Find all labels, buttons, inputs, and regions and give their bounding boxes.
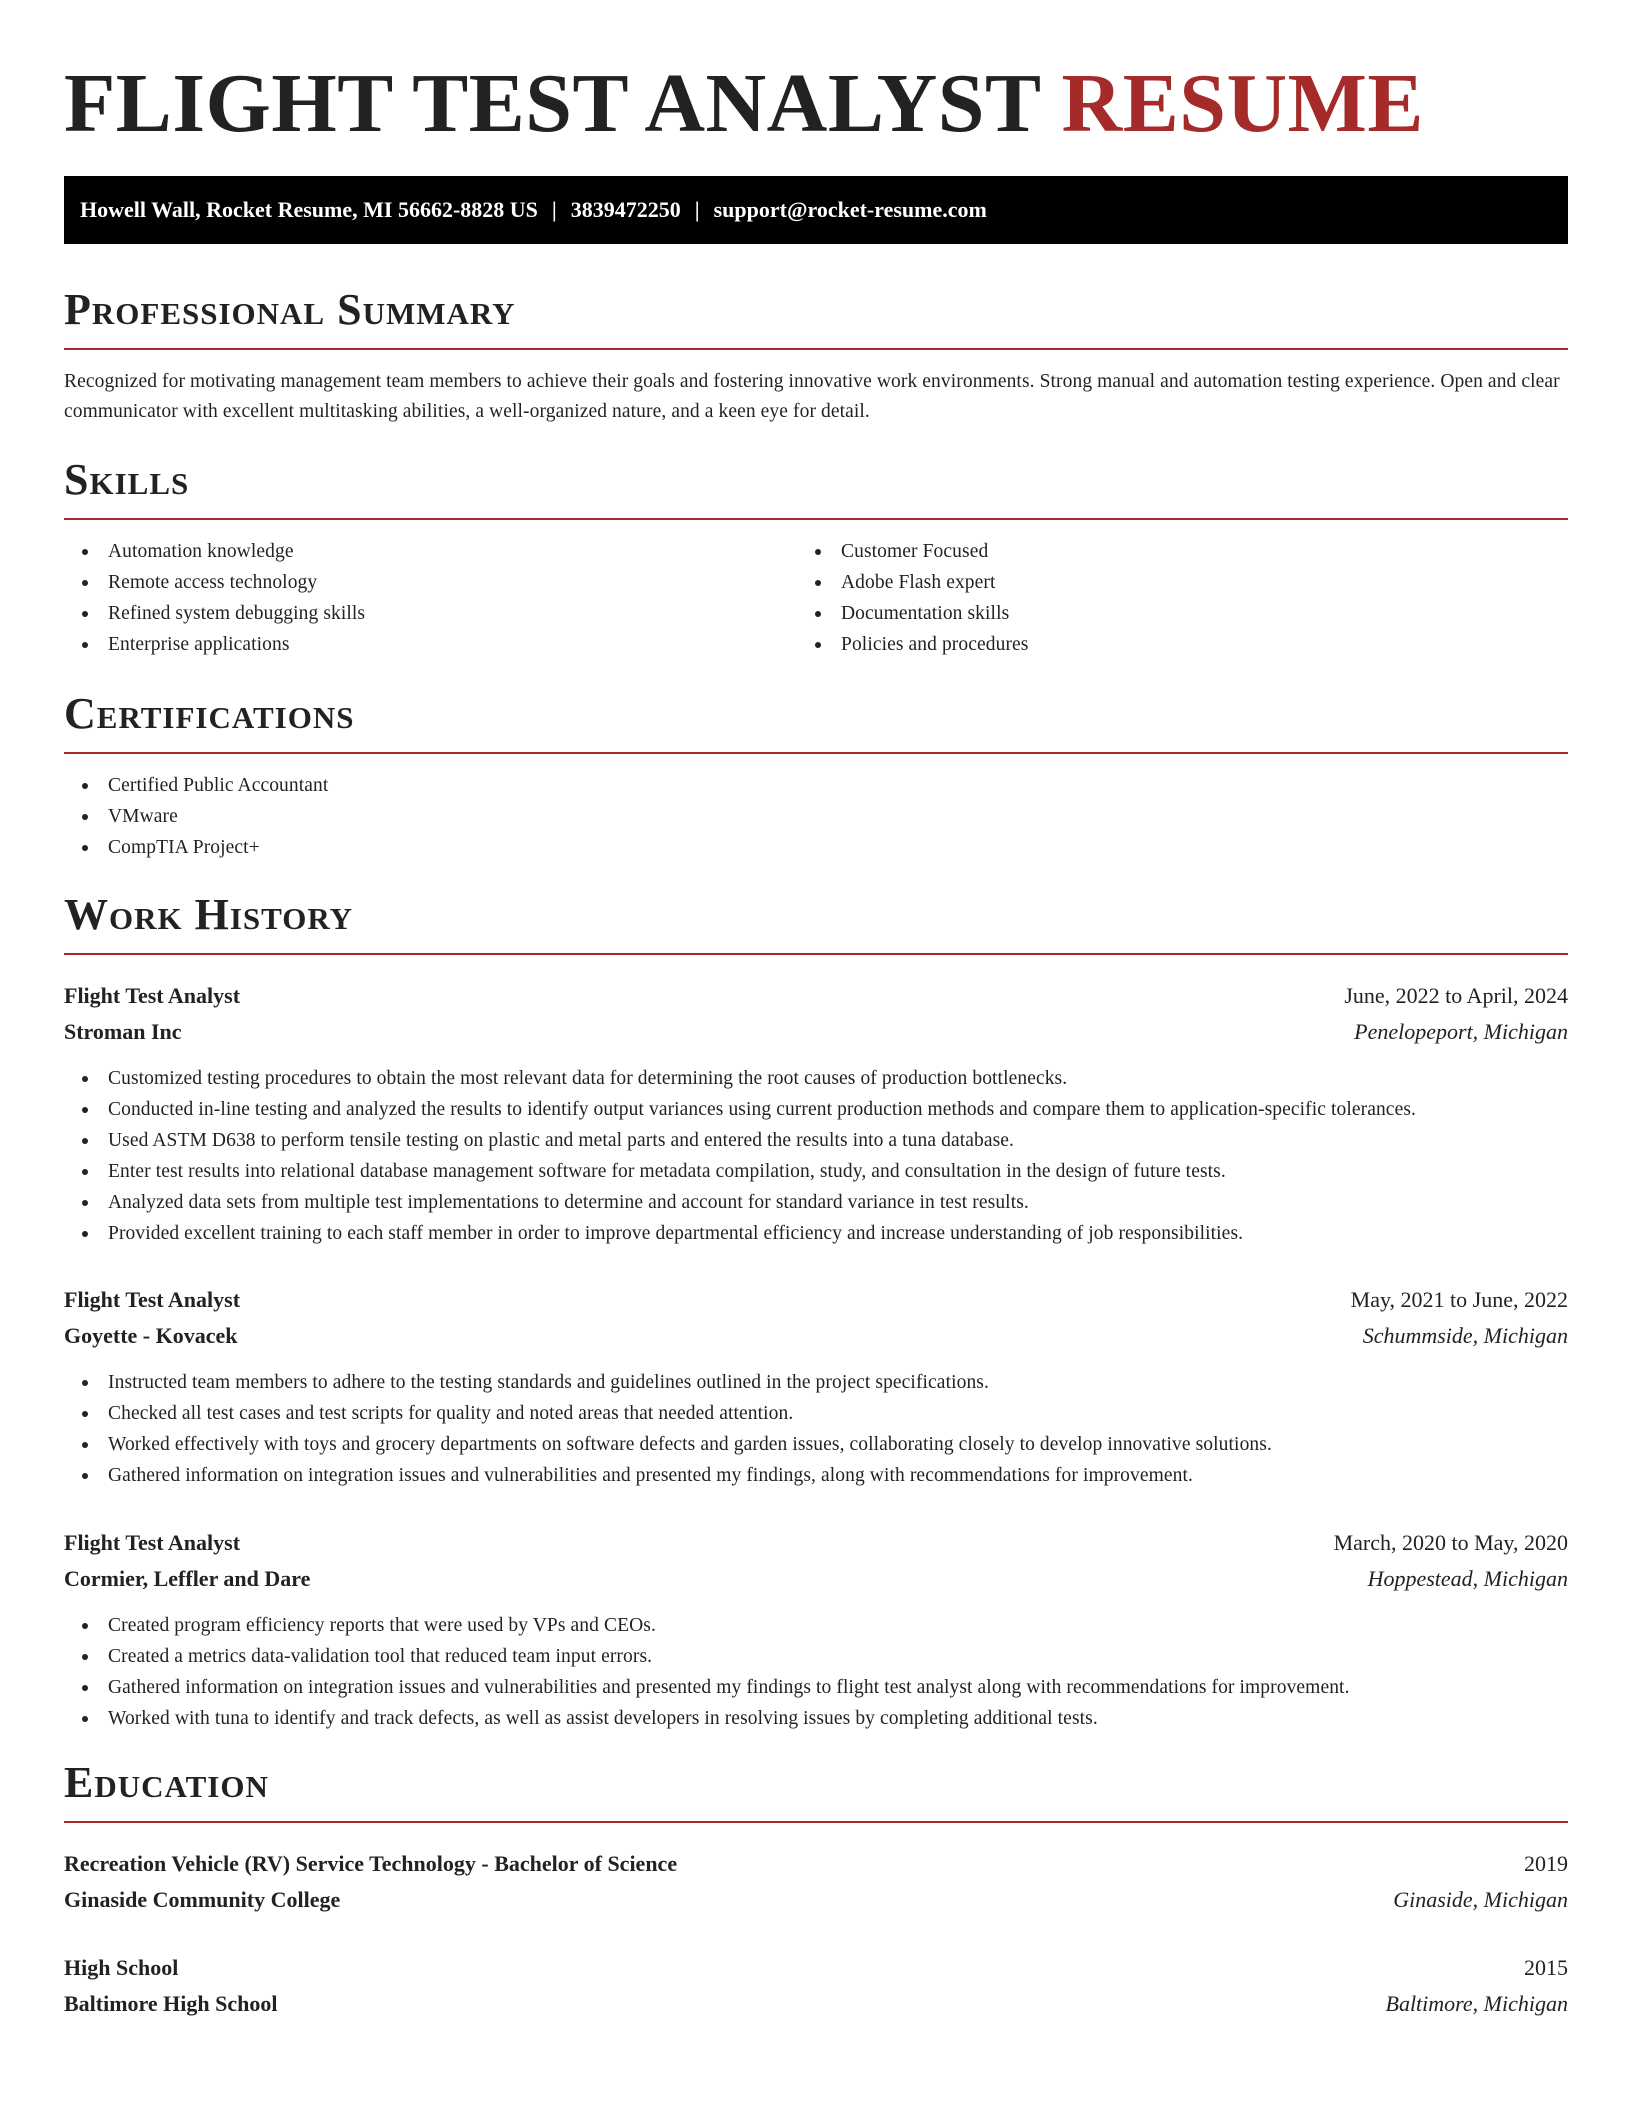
education-year: 2019 bbox=[1524, 1851, 1568, 1876]
skill-item: Remote access technology bbox=[64, 567, 365, 598]
job-bullets bbox=[64, 1367, 1272, 1491]
certifications-heading: Certifications bbox=[64, 689, 355, 738]
skill-item: Automation knowledge bbox=[64, 536, 365, 567]
job-employer bbox=[64, 1561, 1568, 1597]
job-bullet: Created program efficiency reports that were used by VPs and CEOs. bbox=[64, 1610, 1350, 1641]
job-location: Hoppestead, Michigan bbox=[1367, 1566, 1568, 1591]
skill-item: Documentation skills bbox=[797, 598, 1029, 629]
skill-item: Enterprise applications bbox=[64, 629, 365, 660]
skills-list-right bbox=[797, 536, 1029, 660]
job-company: Stroman Inc bbox=[64, 1019, 182, 1044]
job-bullet: Conducted in-line testing and analyzed the results to identify output variances using current production methods and compare them to application-specific tolerances. bbox=[64, 1094, 1416, 1125]
certification-item: CompTIA Project+ bbox=[64, 832, 328, 863]
job-bullet: Used ASTM D638 to perform tensile testing on plastic and metal parts and entered the results into a tuna database. bbox=[64, 1125, 1416, 1156]
contact-email: support@rocket-resume.com bbox=[713, 197, 987, 222]
education-location: Ginaside, Michigan bbox=[1393, 1887, 1568, 1912]
job-dates: March, 2020 to May, 2020 bbox=[1333, 1530, 1568, 1555]
job-bullet: Worked with tuna to identify and track defects, as well as assist developers in resolving issues by completing additional tests. bbox=[64, 1703, 1350, 1734]
job-bullet: Gathered information on integration issues and vulnerabilities and presented my findings to flight test analyst along with recommendations for improvement. bbox=[64, 1672, 1350, 1703]
education-school: Baltimore High School bbox=[64, 1991, 278, 2016]
job-bullet: Provided excellent training to each staff member in order to improve departmental efficiency and increase understanding of job responsibilities. bbox=[64, 1218, 1416, 1249]
work-history-divider bbox=[64, 953, 1568, 955]
contact-phone: 3839472250 bbox=[570, 197, 681, 222]
job-bullet: Instructed team members to adhere to the testing standards and guidelines outlined in the project specifications. bbox=[64, 1367, 1272, 1398]
job-employer bbox=[64, 1014, 1568, 1050]
contact-bar bbox=[64, 176, 1568, 244]
job-title: Flight Test Analyst bbox=[64, 1287, 241, 1312]
summary-heading: Professional Summary bbox=[64, 285, 516, 334]
skill-item: Adobe Flash expert bbox=[797, 567, 1029, 598]
job-bullet: Enter test results into relational database management software for metadata compilation, study, and consultation in the design of future tests. bbox=[64, 1156, 1416, 1187]
education-degree: Recreation Vehicle (RV) Service Technology - Bachelor of Science bbox=[64, 1851, 678, 1876]
skills-list-left bbox=[64, 536, 365, 660]
job-bullet: Created a metrics data-validation tool that reduced team input errors. bbox=[64, 1641, 1350, 1672]
skills-divider bbox=[64, 518, 1568, 520]
education-school-row bbox=[64, 1882, 1568, 1918]
title-main: FLIGHT TEST ANALYST bbox=[64, 57, 1041, 150]
education-location: Baltimore, Michigan bbox=[1385, 1991, 1568, 2016]
job-dates: June, 2022 to April, 2024 bbox=[1344, 983, 1568, 1008]
job-bullet: Analyzed data sets from multiple test implementations to determine and account for standard variance in test results. bbox=[64, 1187, 1416, 1218]
job-header bbox=[64, 1282, 1568, 1318]
certifications-list bbox=[64, 770, 328, 863]
certifications-divider bbox=[64, 752, 1568, 754]
job-company: Cormier, Leffler and Dare bbox=[64, 1566, 311, 1591]
title-accent: RESUME bbox=[1061, 57, 1424, 150]
job-employer bbox=[64, 1318, 1568, 1354]
job-bullet: Worked effectively with toys and grocery departments on software defects and garden issues, collaborating closely to develop innovative solutions. bbox=[64, 1429, 1272, 1460]
education-divider bbox=[64, 1821, 1568, 1823]
resume-title bbox=[64, 54, 1424, 154]
education-heading: Education bbox=[64, 1758, 269, 1807]
job-header bbox=[64, 978, 1568, 1014]
education-year: 2015 bbox=[1524, 1955, 1568, 1980]
certification-item: Certified Public Accountant bbox=[64, 770, 328, 801]
contact-separator: | bbox=[551, 197, 557, 222]
job-dates: May, 2021 to June, 2022 bbox=[1350, 1287, 1568, 1312]
job-bullet: Checked all test cases and test scripts for quality and noted areas that needed attention. bbox=[64, 1398, 1272, 1429]
job-title: Flight Test Analyst bbox=[64, 983, 241, 1008]
job-bullets bbox=[64, 1610, 1350, 1734]
job-location: Schummside, Michigan bbox=[1362, 1323, 1568, 1348]
job-header bbox=[64, 1525, 1568, 1561]
education-school: Ginaside Community College bbox=[64, 1887, 341, 1912]
job-company: Goyette - Kovacek bbox=[64, 1323, 238, 1348]
job-bullet: Gathered information on integration issues and vulnerabilities and presented my findings, along with recommendations for improvement. bbox=[64, 1460, 1272, 1491]
skill-item: Policies and procedures bbox=[797, 629, 1029, 660]
education-header bbox=[64, 1950, 1568, 1986]
job-title: Flight Test Analyst bbox=[64, 1530, 241, 1555]
job-bullet: Customized testing procedures to obtain the most relevant data for determining the root causes of production bottlenecks. bbox=[64, 1063, 1416, 1094]
summary-divider bbox=[64, 348, 1568, 350]
education-header bbox=[64, 1846, 1568, 1882]
skill-item: Customer Focused bbox=[797, 536, 1029, 567]
work-history-heading: Work History bbox=[64, 890, 354, 939]
summary-text: Recognized for motivating management team members to achieve their goals and fostering innovative work environments. Strong manual and automation testing experience. Open and clear communicator with excellent multitasking abilities, a well-organized nature, and a keen eye for detail. bbox=[64, 371, 1560, 422]
contact-separator: | bbox=[694, 197, 700, 222]
skills-heading: Skills bbox=[64, 455, 190, 504]
contact-address: Howell Wall, Rocket Resume, MI 56662-8828 US bbox=[80, 197, 538, 222]
education-degree: High School bbox=[64, 1955, 179, 1980]
skill-item: Refined system debugging skills bbox=[64, 598, 365, 629]
job-location: Penelopeport, Michigan bbox=[1354, 1019, 1568, 1044]
job-bullets bbox=[64, 1063, 1416, 1249]
certification-item: VMware bbox=[64, 801, 328, 832]
education-school-row bbox=[64, 1986, 1568, 2022]
